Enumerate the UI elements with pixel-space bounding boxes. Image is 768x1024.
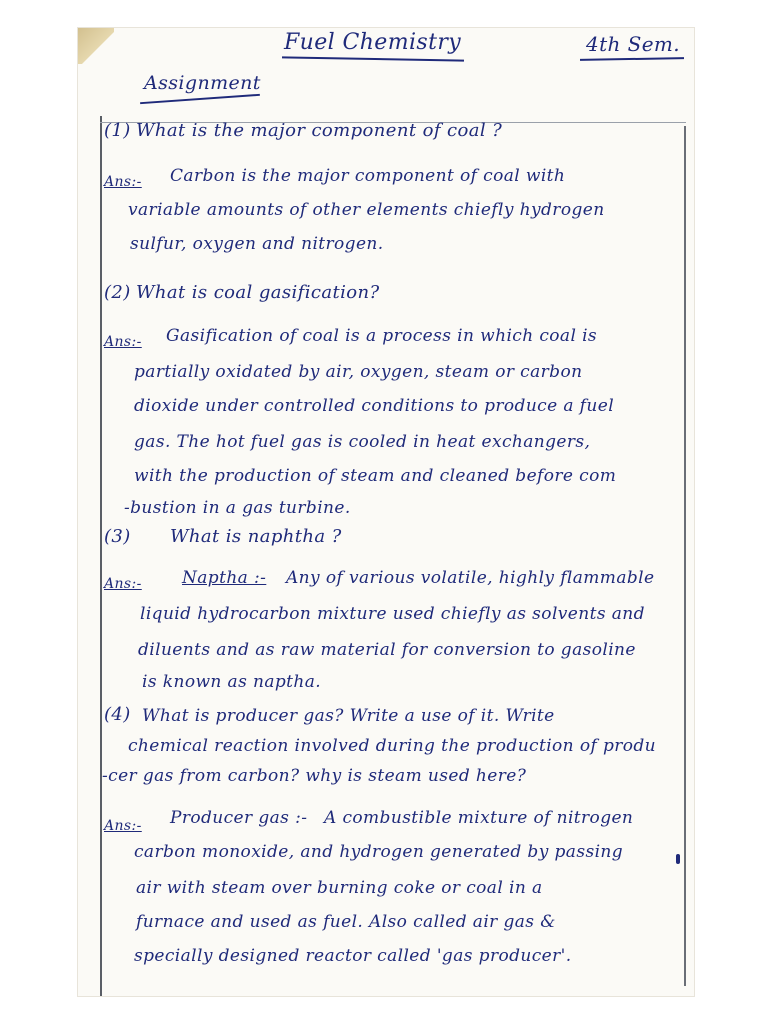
semester-underline	[580, 57, 684, 61]
q2-answer-line-3: dioxide under controlled conditions to produce a fuel	[134, 396, 615, 416]
semester-label: 4th Sem.	[586, 32, 681, 56]
q4-term: Producer gas :-	[170, 808, 308, 828]
q1-answer-line-2: variable amounts of other elements chiefly hydrogen	[128, 200, 605, 220]
page-corner-tint	[78, 28, 114, 64]
q3-term: Naptha :-	[182, 568, 267, 588]
q3-answer-tag: Ans:-	[104, 576, 142, 592]
q4-answer-line-1: A combustible mixture of nitrogen	[324, 808, 634, 828]
q2-answer-tag: Ans:-	[104, 334, 142, 350]
q3-answer-line-4: is known as naptha.	[142, 672, 322, 692]
q4-answer-tag: Ans:-	[104, 818, 142, 834]
q1-answer-line-3: sulfur, oxygen and nitrogen.	[130, 234, 384, 254]
q2-number: (2)	[104, 282, 131, 303]
q2-question: What is coal gasification?	[136, 282, 380, 303]
q4-answer-line-2: carbon monoxide, and hydrogen generated by passing	[134, 842, 624, 862]
q4-question-line-2: chemical reaction involved during the production of produ	[128, 736, 657, 756]
q3-number: (3)	[104, 526, 131, 547]
q4-answer-line-4: furnace and used as fuel. Also called air gas &	[136, 912, 556, 932]
q3-question: What is naphtha ?	[170, 526, 342, 547]
q3-answer-line-1: Any of various volatile, highly flammable	[286, 568, 655, 588]
notebook-page	[78, 28, 694, 996]
left-margin-line	[100, 116, 102, 996]
q2-answer-line-5: with the production of steam and cleaned before com	[134, 466, 617, 486]
q4-answer-line-5: specially designed reactor called 'gas producer'.	[134, 946, 572, 966]
q3-answer-line-2: liquid hydrocarbon mixture used chiefly as solvents and	[140, 604, 645, 624]
assignment-underline	[140, 94, 260, 104]
q1-question: What is the major component of coal ?	[136, 120, 503, 141]
assignment-heading: Assignment	[144, 72, 261, 94]
title-underline	[282, 56, 464, 61]
q4-question-line-1: What is producer gas? Write a use of it. Write	[142, 706, 555, 726]
q1-answer-line-1: Carbon is the major component of coal with	[170, 166, 566, 186]
page-title: Fuel Chemistry	[284, 30, 462, 55]
right-margin-line	[684, 126, 686, 986]
q4-number: (4)	[104, 704, 131, 725]
q2-answer-line-1: Gasification of coal is a process in which coal is	[166, 326, 598, 346]
q2-answer-line-4: gas. The hot fuel gas is cooled in heat exchangers,	[134, 432, 591, 452]
q1-number: (1)	[104, 120, 131, 141]
q2-answer-line-6: -bustion in a gas turbine.	[124, 498, 351, 518]
q4-question-line-3: -cer gas from carbon? why is steam used here?	[102, 766, 527, 786]
q1-answer-tag: Ans:-	[104, 174, 142, 190]
q3-answer-line-3: diluents and as raw material for conversion to gasoline	[138, 640, 636, 660]
q4-answer-line-3: air with steam over burning coke or coal in a	[136, 878, 543, 898]
q2-answer-line-2: partially oxidated by air, oxygen, steam or carbon	[134, 362, 583, 382]
ink-dot-mark	[676, 854, 680, 864]
